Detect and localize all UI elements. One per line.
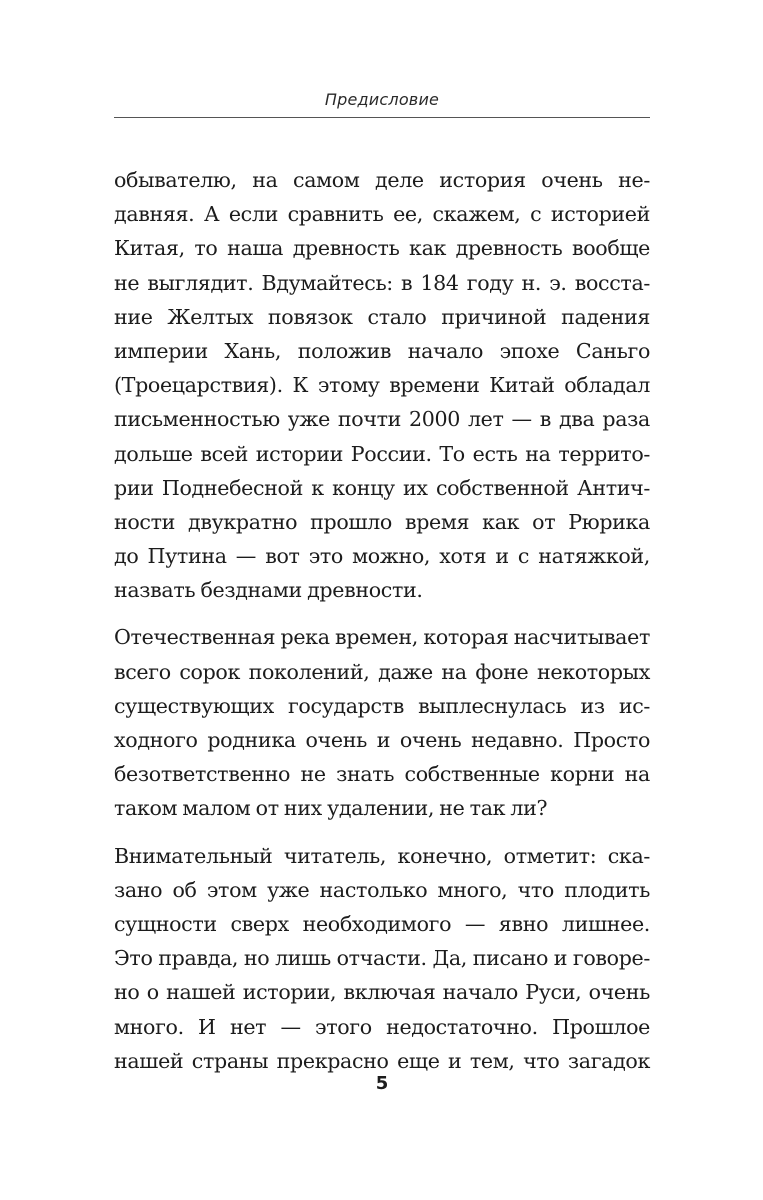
text-line: нашей страны прекрасно еще и тем, что загадок: [114, 1048, 650, 1073]
text-line: дольше всей истории России. То есть на террито-: [114, 441, 650, 466]
paragraph-gap: [114, 607, 650, 620]
text-line: всего сорок поколений, даже на фоне некоторых: [114, 659, 650, 684]
text-line: Китая, то наша древность как древность вообще: [114, 236, 650, 261]
text-line: безответственно не знать собственные корни на: [114, 762, 650, 787]
text-line: империи Хань, положив начало эпохе Саньго: [114, 338, 650, 363]
text-line: Отечественная река времен, которая насчитывает: [114, 625, 650, 650]
paragraph-gap: [114, 826, 650, 839]
text-line: до Путина — вот это можно, хотя и с натяжкой,: [114, 544, 650, 569]
text-line: назвать безднами древности.: [114, 578, 423, 603]
text-line: зано об этом уже настолько много, что плодить: [114, 877, 650, 902]
header-divider: [114, 117, 650, 118]
text-line: но о нашей истории, включая начало Руси, очень: [114, 980, 650, 1005]
text-line: таком малом от них удалении, не так ли?: [114, 796, 548, 821]
paragraph-2: [114, 620, 650, 825]
text-line: Это правда, но лишь отчасти. Да, писано и говоре-: [114, 946, 650, 971]
running-header-title: Предисловие: [324, 90, 440, 109]
text-line: давняя. А если сравнить ее, скажем, с историей: [114, 202, 650, 227]
text-line: рии Поднебесной к концу их собственной Антич-: [114, 475, 650, 500]
text-line: (Троецарствия). К этому времени Китай обладал: [114, 373, 650, 398]
text-line: Внимательный читатель, конечно, отметит: ска-: [114, 843, 650, 868]
text-line: письменностью уже почти 2000 лет — в два раза: [114, 407, 650, 432]
text-line: много. И нет — этого недостаточно. Прошлое: [114, 1014, 650, 1039]
text-line: ние Желтых повязок стало причиной падения: [114, 304, 650, 329]
text-line: ходного родника очень и очень недавно. Просто: [114, 728, 650, 752]
text-line: не выглядит. Вдумайтесь: в 184 году н. э. восста-: [114, 270, 650, 295]
text-line: обывателю, на самом деле история очень не-: [114, 168, 650, 192]
text-line: ности двукратно прошло время как от Рюрика: [114, 509, 650, 534]
paragraph-3: [114, 839, 650, 1078]
text-line: сущности сверх необходимого — явно лишнее.: [114, 911, 650, 936]
page-number: 5: [375, 1073, 389, 1094]
text-line: существующих государств выплеснулась из ис-: [114, 693, 650, 718]
body-text: [114, 163, 650, 1078]
paragraph-1: [114, 163, 650, 607]
